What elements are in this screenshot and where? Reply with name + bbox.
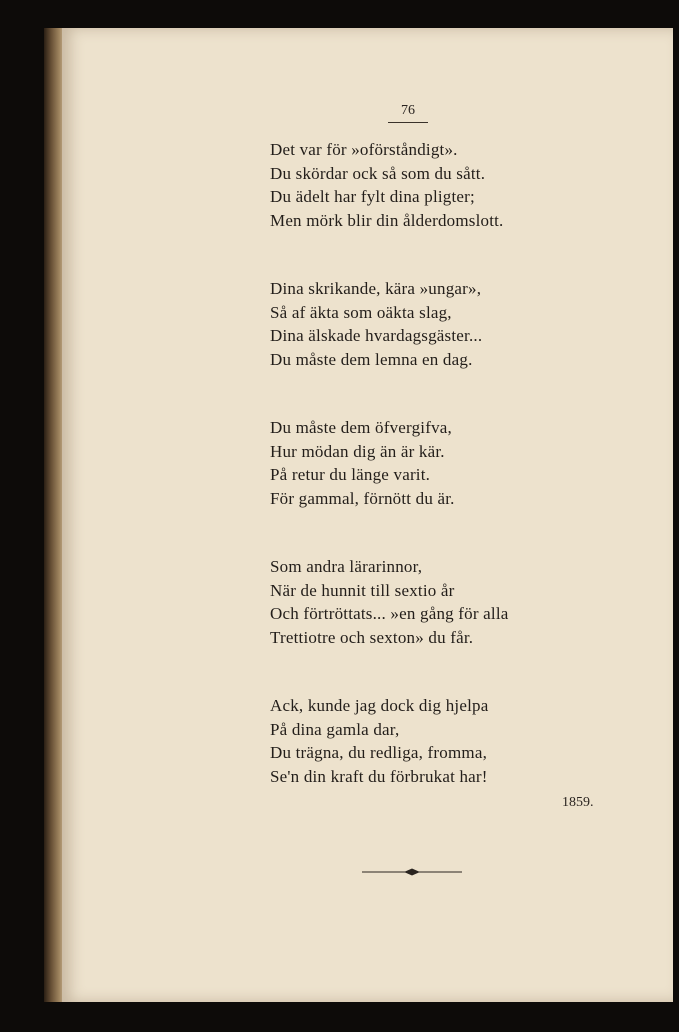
poem-line: Som andra lärarinnor, bbox=[270, 557, 423, 576]
poem-line: Se'n din kraft du förbrukat har! bbox=[270, 766, 488, 786]
poem bbox=[270, 138, 610, 833]
line-diamond-ornament-icon bbox=[362, 866, 462, 878]
poem-line: Så af äkta som oäkta slag, bbox=[270, 302, 452, 322]
page-sheet bbox=[62, 28, 673, 1002]
stanza-3 bbox=[270, 416, 610, 510]
poem-line: Men mörk blir din ålderdomslott. bbox=[270, 210, 504, 230]
poem-line: För gammal, förnött du är. bbox=[270, 488, 455, 508]
page-number: 76 bbox=[401, 103, 415, 118]
stanza-5 bbox=[270, 694, 610, 788]
poem-line: Det var för »oförståndigt». bbox=[270, 140, 458, 159]
stanza-2 bbox=[270, 277, 610, 371]
poem-line: Du ädelt har fylt dina pligter; bbox=[270, 187, 475, 206]
poem-line: Och förtröttats... »en gång för alla bbox=[270, 604, 509, 623]
poem-year: 1859. bbox=[562, 795, 594, 810]
poem-line: Trettiotre och sexton» du får. bbox=[270, 627, 474, 647]
poem-line: På retur du länge varit. bbox=[270, 465, 431, 484]
poem-line: Hur mödan dig än är kär. bbox=[270, 441, 445, 461]
poem-line: Dina skrikande, kära »ungar», bbox=[270, 279, 482, 298]
stanza-1 bbox=[270, 138, 610, 232]
poem-line: På dina gamla dar, bbox=[270, 719, 400, 739]
poem-line: När de hunnit till sextio år bbox=[270, 580, 455, 600]
poem-line: Du måste dem lemna en dag. bbox=[270, 349, 473, 369]
poem-line: Du skördar ock så som du sått. bbox=[270, 163, 486, 183]
stanza-4 bbox=[270, 555, 610, 649]
poem-line: Du trägna, du redliga, fromma, bbox=[270, 743, 488, 762]
poem-line: Du måste dem öfvergifva, bbox=[270, 418, 452, 437]
poem-line: Dina älskade hvardagsgäster... bbox=[270, 326, 483, 345]
poem-line: Ack, kunde jag dock dig hjelpa bbox=[270, 696, 489, 715]
page-number-rule bbox=[388, 122, 428, 123]
